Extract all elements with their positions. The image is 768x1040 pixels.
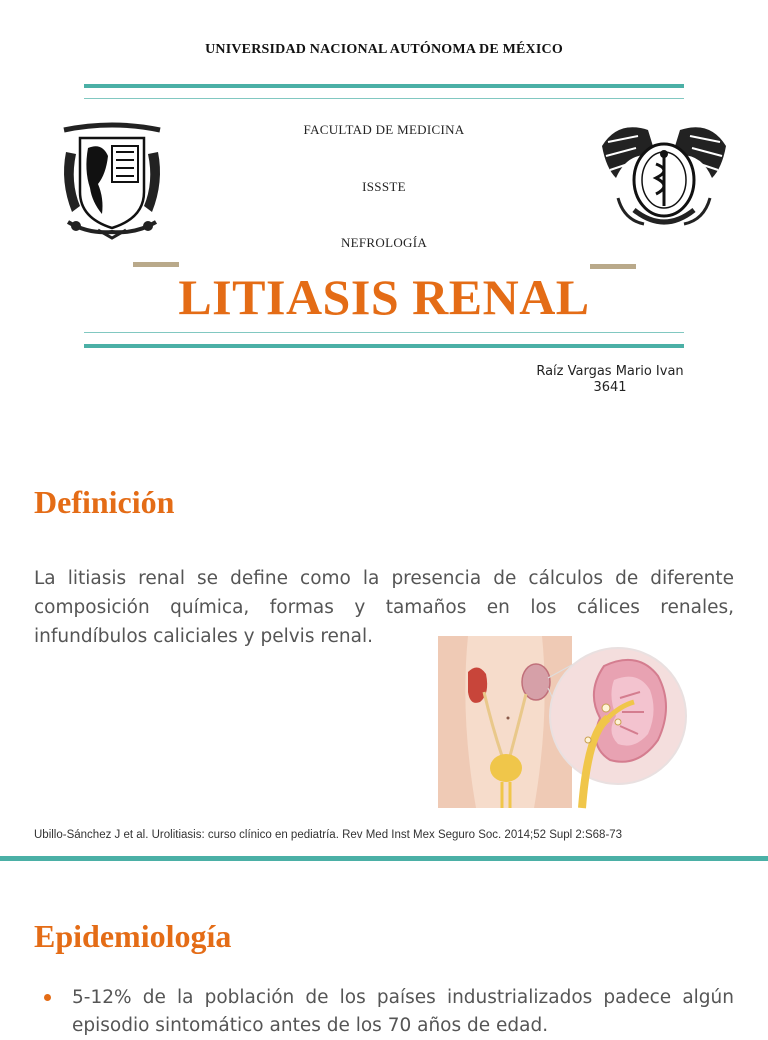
medicine-faculty-seal-icon [598, 116, 730, 234]
definition-reference: Ubillo-Sánchez J et al. Urolitiasis: curso clínico en pediatría. Rev Med Inst Mex Seguro Soc. 2014;52 Supl 2:S68-73 [34, 829, 623, 841]
university-name: UNIVERSIDAD NACIONAL AUTÓNOMA DE MÉXICO [205, 42, 563, 57]
epidemiology-heading: Epidemiología [34, 918, 232, 954]
header-divider-thick [84, 84, 684, 88]
institution-name: ISSSTE [362, 179, 406, 194]
list-item [44, 984, 734, 1040]
definition-text: La litiasis renal se define como la presencia de cálculos de diferente composición química, formas y tamaños en los cálices renales, infundíbulos caliciales y pelvis renal. [34, 568, 734, 647]
page-title: LITIASIS RENAL [178, 269, 590, 325]
faculty-name: FACULTAD DE MEDICINA [303, 122, 465, 137]
bullet-icon [44, 994, 51, 1001]
epidemiology-bullet-text: 5-12% de la población de los países industrializados padece algún episodio sintomático antes de los 70 años de edad. [72, 987, 734, 1036]
author-id: 3641 [593, 380, 627, 395]
kidney-anatomy-illustration [438, 636, 694, 808]
author-name: Raíz Vargas Mario Ivan [536, 364, 684, 379]
definition-heading: Definición [34, 484, 175, 520]
unam-shield-icon [58, 122, 166, 240]
author-block [520, 364, 700, 396]
title-accent-left [133, 262, 179, 267]
section-divider [0, 856, 768, 861]
department-name: NEFROLOGÍA [340, 235, 428, 250]
title-divider-thin [84, 332, 684, 333]
header-divider-thin [84, 98, 684, 99]
title-divider-thick [84, 344, 684, 348]
